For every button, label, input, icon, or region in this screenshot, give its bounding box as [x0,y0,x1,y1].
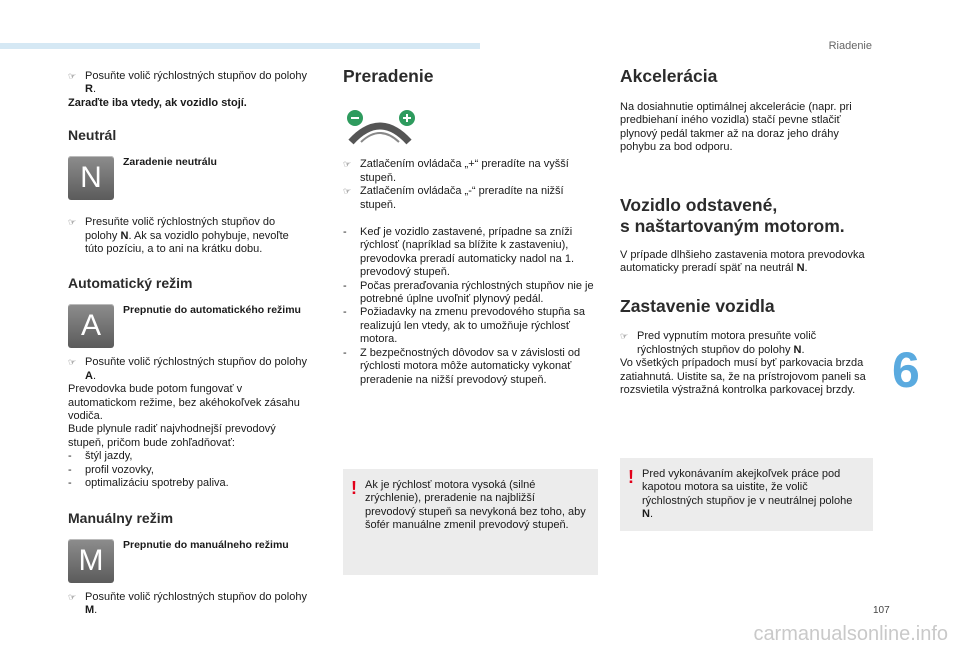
bullet-item: ☞ Posuňte volič rýchlostných stupňov do polohy M. [68,590,307,616]
bullet-item: ☞ Posuňte volič rýchlostných stupňov do polohy R. [68,70,307,96]
paragraph: Bude plynule radiť najvhodnejší prevodový stupeň, pričom bude zohľadňovať: [68,423,276,449]
steering-paddles-icon [343,108,598,152]
list-item: - štýl jazdy, [68,450,133,463]
acceleration-title: Akcelerácia [620,66,718,86]
pointing-finger-icon: ☞ [68,217,77,228]
key-m-icon: M [68,539,114,583]
list-item: - Z bezpečnostných dôvodov sa v závislosti od rýchlosti motora môže automaticky vykonať preradenie na nižší prevodový stupeň. [343,346,581,386]
header-bar [0,43,480,49]
column-left [68,70,308,617]
auto-key-row [68,304,308,348]
auto-title: Automatický režim [68,275,193,292]
list-item: - Počas preraďovania rýchlostných stupňov nie je potrebné úplne uvoľniť plynový pedál. [343,279,594,306]
list-item: - profil vozovky, [68,463,154,476]
list-item: - Keď je vozidlo zastavené, prípadne sa zníži rýchlosť (napríklad sa blížite k zastaveniu), prevodovka preradí automaticky nadol na 1. prevodový stupeň. [343,226,575,279]
exclamation-icon: ! [628,467,634,487]
exclamation-icon: ! [351,478,357,498]
key-label: Prepnutie do automatického režimu [123,304,301,317]
chapter-number: 6 [892,342,920,398]
list-item: - optimalizáciu spotreby paliva. [68,477,229,490]
neutral-key-row [68,156,308,200]
paragraph: Na dosiahnutie optimálnej akcelerácie (napr. pri predbiehaní iného vozidla) stačí pevne stlačiť plynový pedál takmer až na doraz jeho dráhy pohybu za bod odporu. [620,101,852,154]
pointing-finger-icon: ☞ [343,186,352,197]
pointing-finger-icon: ☞ [68,357,77,368]
page-number: 107 [873,605,890,616]
bullet-item: ☞ Pred vypnutím motora presuňte volič rýchlostných stupňov do polohy N. [620,330,817,356]
key-label: Zaradenie neutrálu [123,156,217,169]
manual-title: Manuálny režim [68,509,174,526]
warning-box: ! Pred vykonávaním akejkoľvek práce pod kapotou motora sa uistite, že volič rýchlostných stupňov je v neutrálnej polohe N. [620,458,873,531]
note: Zaraďte iba vtedy, ak vozidlo stojí. [68,96,247,109]
pointing-finger-icon: ☞ [620,331,629,342]
bullet-item: ☞ Posuňte volič rýchlostných stupňov do polohy A. [68,356,307,382]
watermark: carmanualsonline.info [753,623,948,645]
section-label: Riadenie [828,40,872,52]
bullet-item: ☞ Presuňte volič rýchlostných stupňov do polohy N. Ak sa vozidlo pohybuje, nevoľte túto pozíciu, a to ani na krátku dobu. [68,216,289,256]
paragraph: Prevodovka bude potom fungovať v automatickom režime, bez akéhokoľvek zásahu vodiča. [68,383,300,423]
column-right [620,66,875,521]
pointing-finger-icon: ☞ [68,591,77,602]
list-item: - Požiadavky na zmenu prevodového stupňa sa realizujú len vtedy, ak to umožňuje rýchlosť motora. [343,306,586,346]
column-middle [343,66,598,532]
stop-title: Zastavenie vozidla [620,296,775,317]
idle-title: Vozidlo odstavené, s naštartovaným motorom. [620,194,845,236]
paragraph: V prípade dlhšieho zastavenia motora prevodovka automaticky preradí späť na neutrál N. [620,248,865,275]
neutral-title: Neutrál [68,127,117,144]
key-label: Prepnutie do manuálneho režimu [123,538,289,551]
bullet-item: ☞ Zatlačením ovládača „+“ preradíte na vyšší stupeň. [343,158,569,184]
key-a-icon: A [68,304,114,348]
key-n-icon: N [68,156,114,200]
manual-key-row [68,539,308,583]
pointing-finger-icon: ☞ [343,159,352,170]
pointing-finger-icon: ☞ [68,71,77,81]
paragraph: Vo všetkých prípadoch musí byť parkovacia brzda zatiahnutá. Uistite sa, že na prístrojovom paneli sa rozsvietila výstražná kontrolka parkovacej brzdy. [620,357,866,397]
shifting-title: Preradenie [343,66,434,86]
warning-box: ! Ak je rýchlosť motora vysoká (silné zrýchlenie), preradenie na najbližší prevodový stupeň sa nevykoná bez toho, aby šofér manuálne zmenil prevodový stupeň. [343,469,598,575]
bullet-item: ☞ Zatlačením ovládača „-“ preradíte na nižší stupeň. [343,185,564,211]
